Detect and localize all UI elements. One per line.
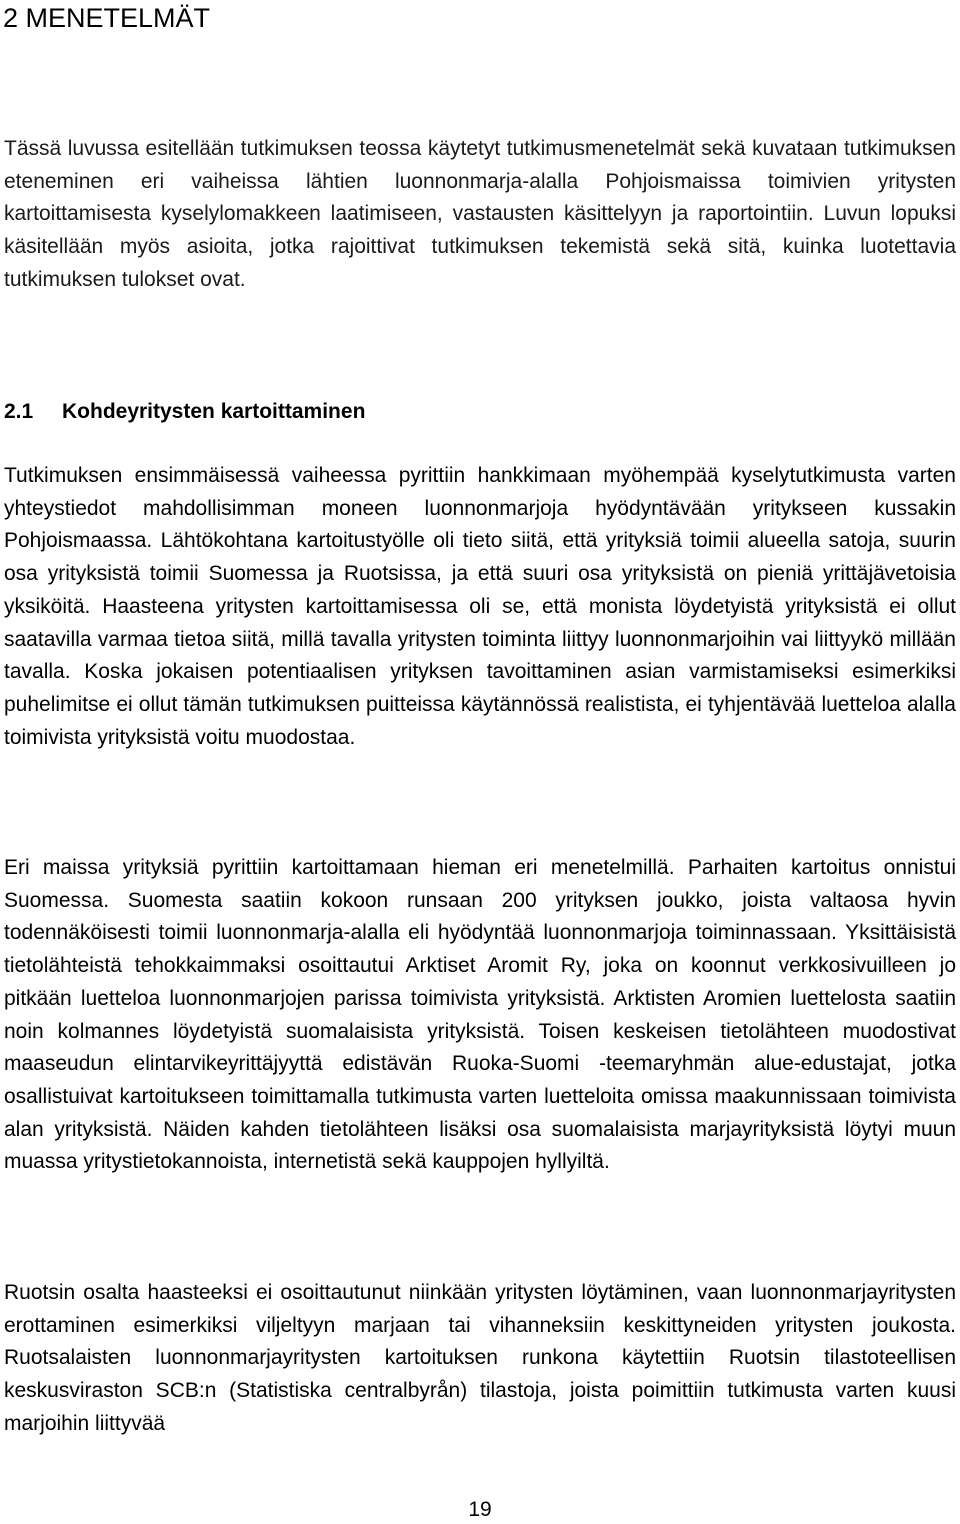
section-heading xyxy=(4,396,365,428)
section-number: 2.1 xyxy=(4,400,34,423)
section-title: Kohdeyritysten kartoittaminen xyxy=(62,400,366,423)
body-paragraph: Eri maissa yrityksiä pyrittiin kartoittamaan hieman eri menetelmillä. Parhaiten kartoitus onnistui Suomessa. Suomesta saatiin kokoon runsaan 200 yrityksen joukko, joista valtaosa hyvin todennäköisesti toimii luonnonmarja-alalla eli hyödyntää luonnonmarjoja toiminnassaan. Yksittäisistä tietolähteistä tehokkaimmaksi osoittautui Arktiset Aromit Ry, joka on koonnut verkkosivuilleen jo pitkään luetteloa luonnonmarjojen parissa toimivista yrityksistä. Arktisten Aromien luettelosta saatiin noin kolmannes löydetyistä suomalaisista yrityksistä. Toisen keskeisen tietolähteen muodostivat maaseudun elintarvikeyrittäjyyttä edistävän Ruoka-Suomi -teemaryhmän alue-edustajat, jotka osallistuivat kartoitukseen toimittamalla tutkimusta varten luetteloita omissa maakunnissaan toimivista alan yrityksistä. Näiden kahden tietolähteen lisäksi osa suomalaisista marjayrityksistä löytyi muun muassa yritystietokannoista, internetistä sekä kauppojen hyllyiltä. xyxy=(4,856,956,1174)
chapter-heading: 2 MENETELMÄT xyxy=(3,3,211,33)
page-number: 19 xyxy=(468,1498,492,1521)
body-paragraph: Tutkimuksen ensimmäisessä vaiheessa pyrittiin hankkimaan myöhempää kyselytutkimusta varten yhteystiedot mahdollisimman moneen luonnonmarjoja hyödyntävään yritykseen kussakin Pohjoismaassa. Lähtökohtana kartoitustyölle oli tieto siitä, että yrityksiä toimii alueella satoja, suurin osa yrityksistä toimii Suomessa ja Ruotsissa, ja että suuri osa yrityksistä on pieniä yrittäjävetoisia yksiköitä. Haasteena yritysten kartoittamisessa oli se, että monista löydetyistä yrityksistä ei ollut saatavilla varmaa tietoa siitä, millä tavalla yritysten toiminta liittyy luonnonmarjoihin vai liittyykö millään tavalla. Koska jokaisen potentiaalisen yrityksen tavoittaminen asian varmistamiseksi esimerkiksi puhelimitse ei ollut tämän tutkimuksen puitteissa käytännössä realistista, ei tyhjentävää luetteloa alalla toimivista yrityksistä voitu muodostaa. xyxy=(4,464,956,749)
intro-paragraph: Tässä luvussa esitellään tutkimuksen teossa käytetyt tutkimusmenetelmät sekä kuvataan tutkimuksen eteneminen eri vaiheissa lähtien luonnonmarja-alalla Pohjoismaissa toimivien yritysten kartoittamisesta kyselylomakkeen laatimiseen, vastausten käsittelyyn ja raportointiin. Luvun lopuksi käsitellään myös asioita, jotka rajoittivat tutkimuksen tekemistä sekä sitä, kuinka luotettavia tutkimuksen tulokset ovat. xyxy=(4,137,956,291)
body-paragraph: Ruotsin osalta haasteeksi ei osoittautunut niinkään yritysten löytäminen, vaan luonnonmarjayritysten erottaminen esimerkiksi viljeltyyn marjaan tai vihanneksiin keskittyneiden yritysten joukosta. Ruotsalaisten luonnonmarjayritysten kartoituksen runkona käytettiin Ruotsin tilastoteellisen keskusviraston SCB:n (Statistiska centralbyrån) tilastoja, joista poimittiin tutkimusta varten kuusi marjoihin liittyvää xyxy=(4,1281,956,1435)
